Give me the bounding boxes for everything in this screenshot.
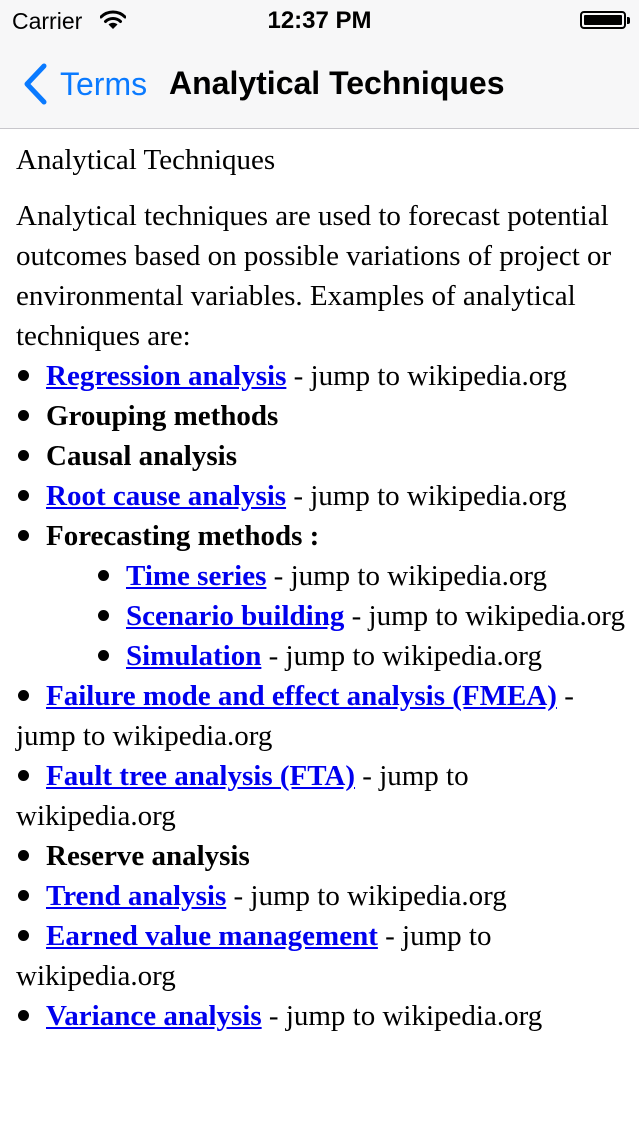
link-regression-analysis[interactable]: Regression analysis bbox=[46, 360, 287, 392]
clock: 12:37 PM bbox=[267, 7, 372, 34]
link-earned-value-management[interactable]: Earned value management bbox=[46, 920, 378, 952]
intro-paragraph: Analytical techniques are used to forecast potential outcomes based on possible variations of project or environmental variables. Examples of analytical techniques are: bbox=[16, 200, 612, 352]
list-item bbox=[16, 516, 626, 556]
list-item: Fault tree analysis (FTA) - jump to wikipedia.org bbox=[16, 756, 626, 836]
back-button-label: Terms bbox=[60, 65, 148, 102]
list-item: Earned value management - jump to wikipedia.org bbox=[16, 916, 626, 996]
item-forecasting-methods: Forecasting methods : bbox=[46, 520, 320, 552]
item-causal-analysis: Causal analysis bbox=[46, 440, 237, 472]
link-simulation[interactable]: Simulation bbox=[126, 640, 262, 672]
link-variance-analysis[interactable]: Variance analysis bbox=[46, 1000, 262, 1032]
item-grouping-methods: Grouping methods bbox=[46, 400, 279, 432]
link-fault-tree-analysis[interactable]: Fault tree analysis (FTA) bbox=[46, 760, 356, 792]
item-reserve-analysis: Reserve analysis bbox=[46, 840, 250, 872]
back-button[interactable] bbox=[22, 62, 147, 106]
chevron-left-icon bbox=[22, 63, 48, 105]
article-heading: Analytical Techniques bbox=[16, 144, 276, 176]
navigation-bar bbox=[0, 40, 639, 129]
link-trend-analysis[interactable]: Trend analysis bbox=[46, 880, 227, 912]
link-root-cause-analysis[interactable]: Root cause analysis bbox=[46, 480, 287, 512]
list-item: Root cause analysis - jump to wikipedia.org bbox=[16, 476, 626, 516]
list-item: Regression analysis - jump to wikipedia.org bbox=[16, 356, 626, 396]
sub-list-item: Scenario building - jump to wikipedia.org bbox=[16, 596, 626, 636]
list-item: Trend analysis - jump to wikipedia.org bbox=[16, 876, 626, 916]
list-item bbox=[16, 836, 626, 876]
page-title: Analytical Techniques bbox=[169, 65, 505, 101]
list-item: Variance analysis - jump to wikipedia.org bbox=[16, 996, 626, 1036]
list-item: Failure mode and effect analysis (FMEA) - jump to wikipedia.org bbox=[16, 676, 626, 756]
battery-icon bbox=[580, 11, 626, 29]
list-item bbox=[16, 396, 626, 436]
carrier-label: Carrier bbox=[12, 8, 83, 34]
technique-list bbox=[16, 356, 626, 1036]
article-body bbox=[16, 140, 626, 1036]
sub-list-item: Simulation - jump to wikipedia.org bbox=[16, 636, 626, 676]
link-time-series[interactable]: Time series bbox=[126, 560, 267, 592]
link-fmea[interactable]: Failure mode and effect analysis (FMEA) bbox=[46, 680, 557, 712]
sub-list-item: Time series - jump to wikipedia.org bbox=[16, 556, 626, 596]
list-item bbox=[16, 436, 626, 476]
status-bar bbox=[0, 0, 639, 40]
link-scenario-building[interactable]: Scenario building bbox=[126, 600, 345, 632]
